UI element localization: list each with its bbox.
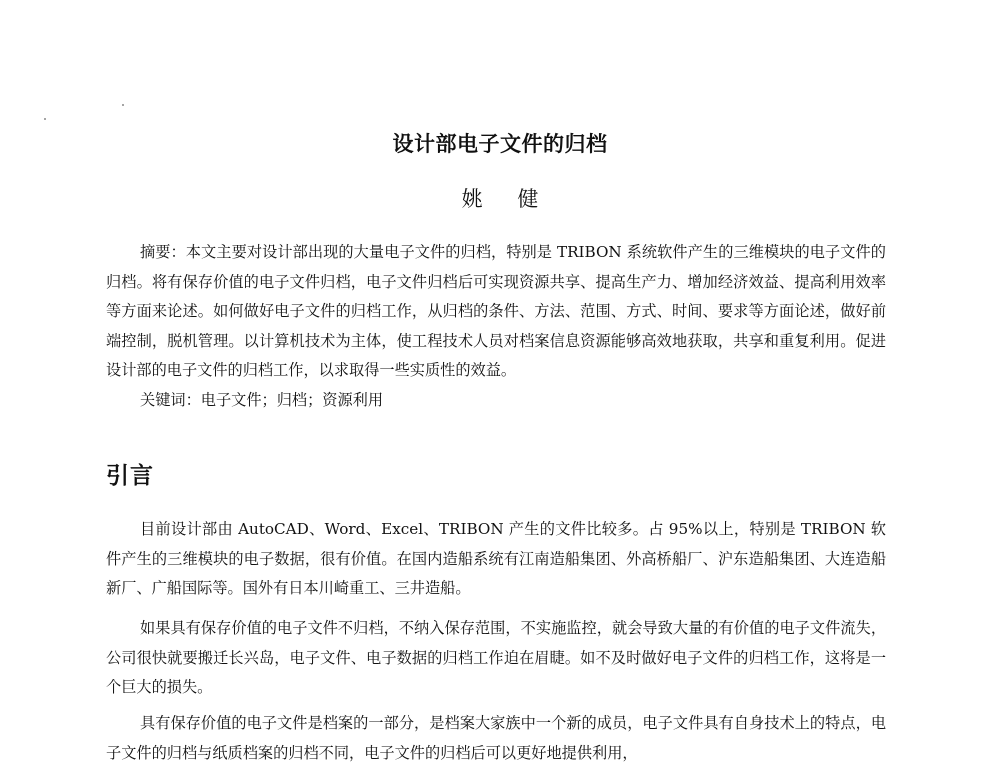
keywords-line: 关键词：电子文件；归档；资源利用 — [140, 390, 383, 409]
scan-speck — [122, 104, 124, 106]
scan-speck — [44, 118, 46, 120]
paper-title: 设计部电子文件的归档 — [392, 132, 608, 156]
intro-paragraph-2 — [106, 614, 886, 703]
author-name: 姚 健 — [461, 187, 553, 211]
paragraph-text: 具有保存价值的电子文件是档案的一部分，是档案大家族中一个新的成员，电子文件具有自身技术上的特点，电子文件的归档与纸质档案的归档不同，电子文件的归档后可以更好地提供利用， — [106, 714, 886, 762]
intro-paragraph-1 — [106, 515, 886, 604]
paragraph-text: 目前设计部由 AutoCAD、Word、Excel、TRIBON 产生的文件比较多。占 95%以上，特别是 TRIBON 软件产生的三维模块的电子数据，很有价值。在国内造船系统有江南造船集团、外高桥船厂、沪东造船集团、大连造船新厂、广船国际等。国外有日本川崎重工、三井造船。 — [106, 520, 886, 597]
section-heading: 引言 — [106, 463, 154, 489]
intro-paragraph-3 — [106, 709, 886, 768]
abstract-section — [106, 238, 886, 415]
paragraph-text: 如果具有保存价值的电子文件不归档，不纳入保存范围，不实施监控，就会导致大量的有价值的电子文件流失，公司很快就要搬迁长兴岛，电子文件、电子数据的归档工作迫在眉睫。如不及时做好电子文件的归档工作，这将是一个巨大的损失。 — [106, 619, 886, 696]
abstract-text: 摘要：本文主要对设计部出现的大量电子文件的归档，特别是 TRIBON 系统软件产生的三维模块的电子文件的归档。将有保存价值的电子文件归档，电子文件归档后可实现资源共享、提高生产力、增加经济效益、提高利用效率等方面来论述。如何做好电子文件的归档工作，从归档的条件、方法、范围、方式、时间、要求等方面论述，做好前端控制，脱机管理。以计算机技术为主体，使工程技术人员对档案信息资源能够高效地获取，共享和重复利用。促进设计部的电子文件的归档工作，以求取得一些实质性的效益。 — [106, 243, 886, 379]
